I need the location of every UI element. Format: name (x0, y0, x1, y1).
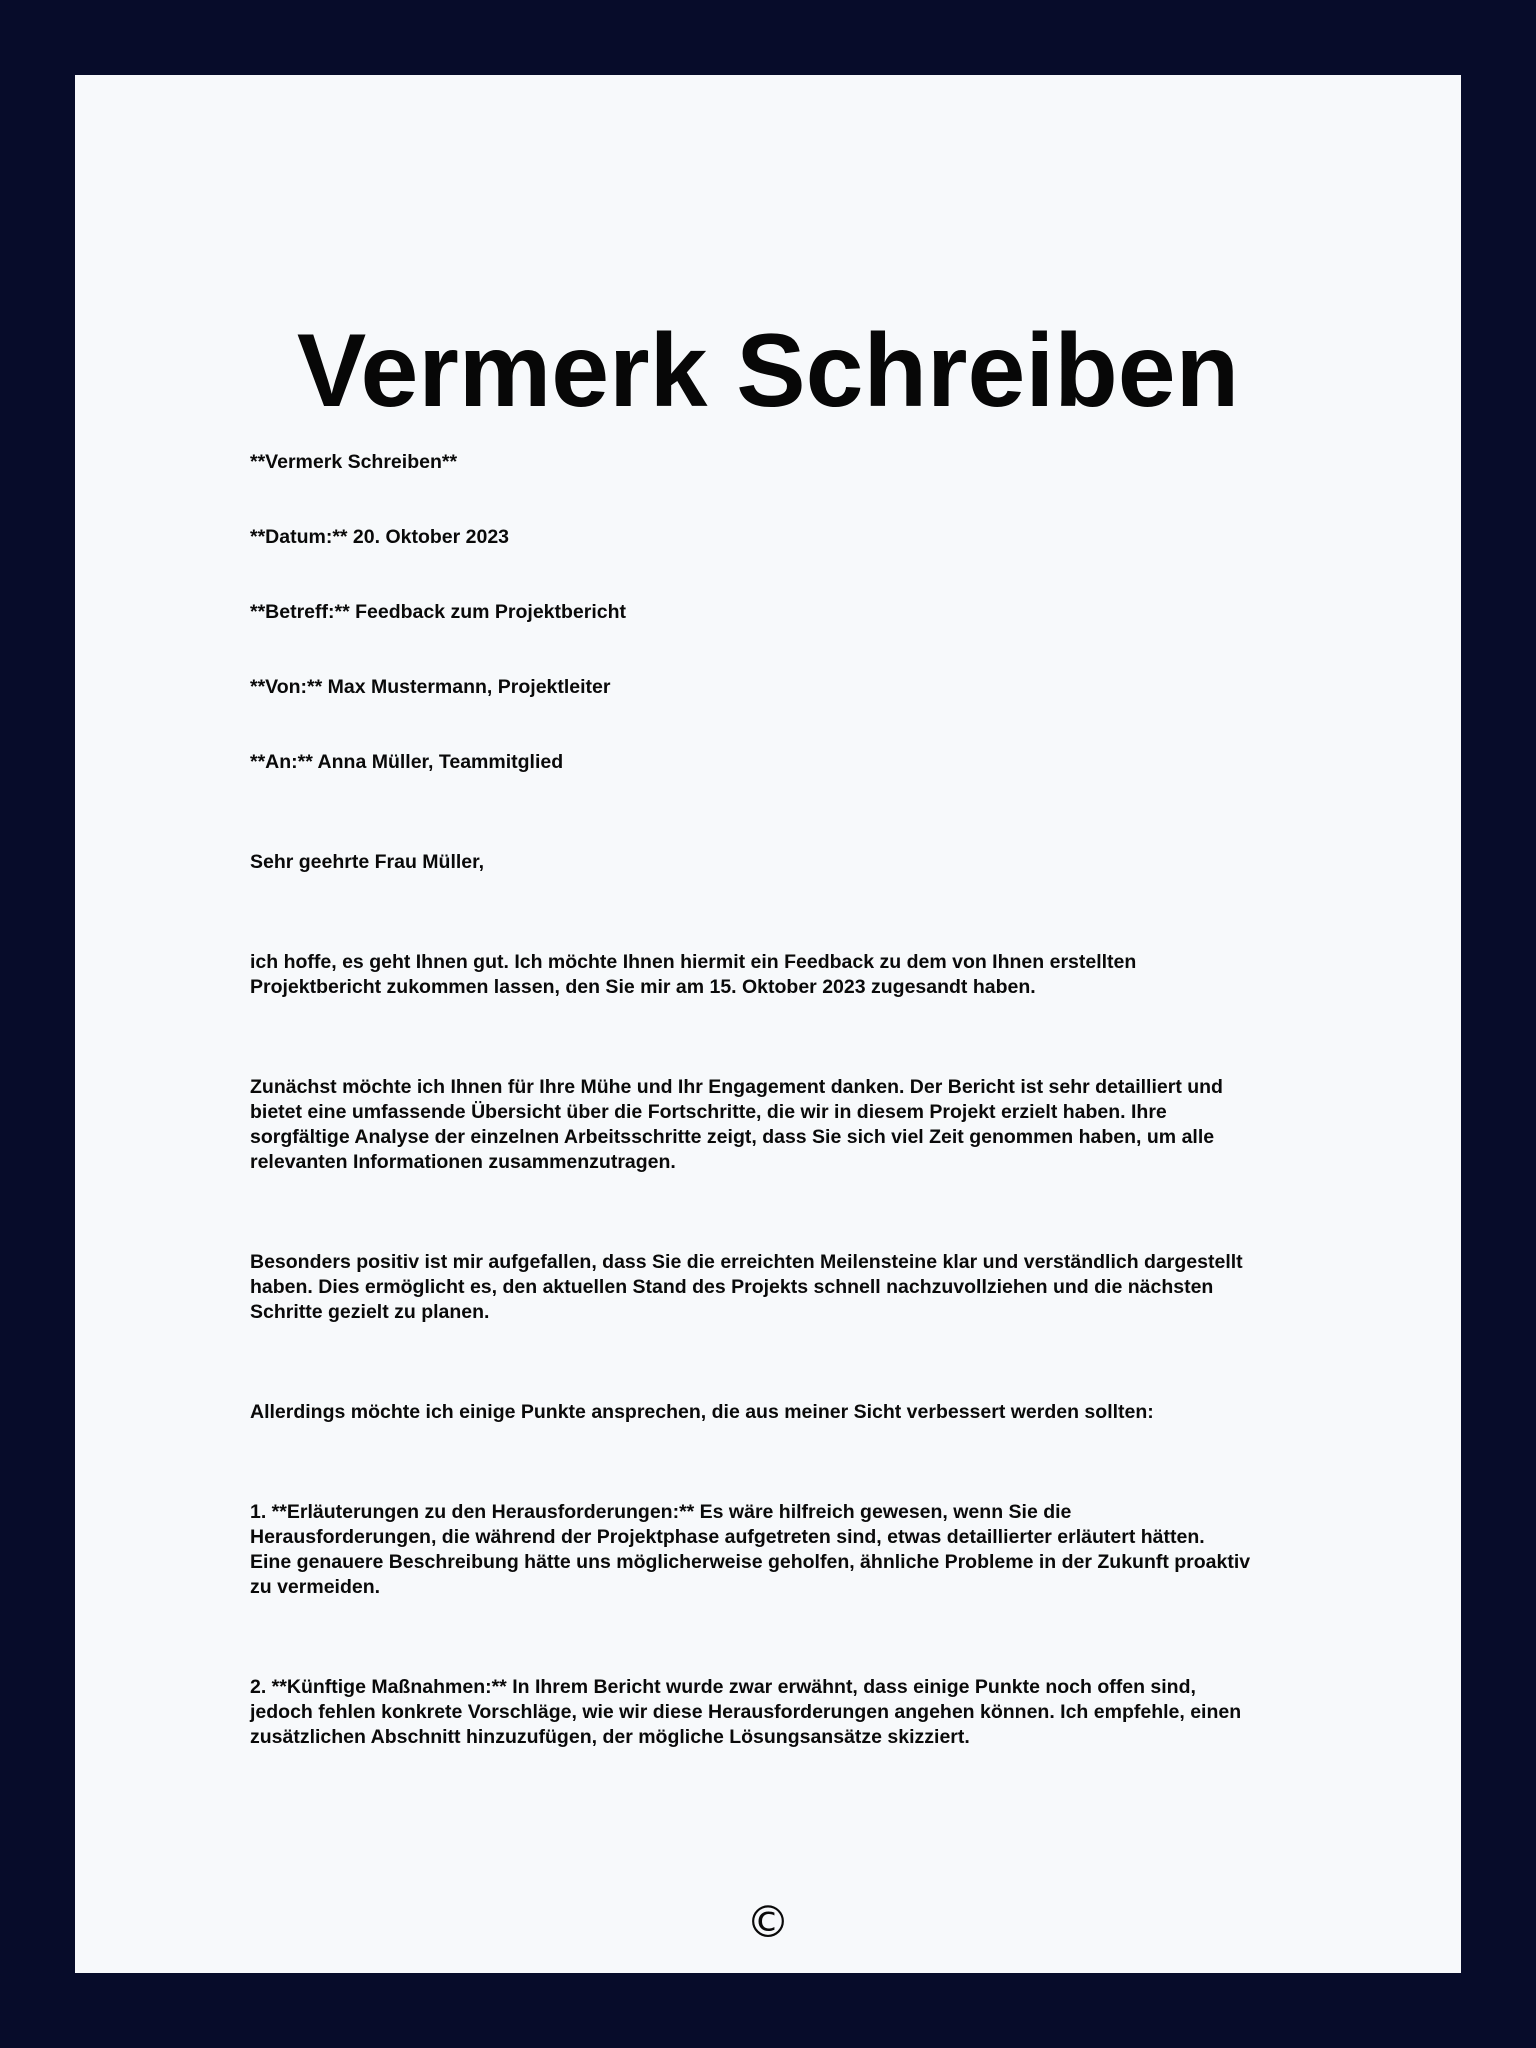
paragraph-line: haben. Dies ermöglicht es, den aktuellen Stand des Projekts schnell nachzuvollziehen und die nächsten (250, 1276, 1214, 1298)
header-line-subject: **Betreff:** Feedback zum Projektbericht (250, 601, 627, 623)
paragraph-line: relevanten Informationen zusammenzutragen. (250, 1151, 676, 1173)
paragraph-line: sorgfältige Analyse der einzelnen Arbeitsschritte zeigt, dass Sie sich viel Zeit genommen haben, um alle (250, 1126, 1215, 1148)
paragraph-line: Zunächst möchte ich Ihnen für Ihre Mühe und Ihr Engagement danken. Der Bericht ist sehr detailliert und (250, 1076, 1223, 1098)
header-line-date: **Datum:** 20. Oktober 2023 (250, 526, 510, 548)
copyright-icon: © (746, 1897, 790, 1948)
document-title: Vermerk Schreiben (296, 313, 1240, 429)
paragraph-line: Schritte gezielt zu planen. (250, 1301, 490, 1323)
header-line-from: **Von:** Max Mustermann, Projektleiter (250, 676, 611, 698)
paragraph-line: ich hoffe, es geht Ihnen gut. Ich möchte Ihnen hiermit ein Feedback zu dem von Ihnen erstellten (250, 951, 1137, 973)
paragraph-line: zusätzlichen Abschnitt hinzuzufügen, der mögliche Lösungsansätze skizziert. (250, 1726, 970, 1748)
header-line-to: **An:** Anna Müller, Teammitglied (250, 751, 564, 773)
salutation: Sehr geehrte Frau Müller, (250, 851, 485, 873)
paragraph-line: jedoch fehlen konkrete Vorschläge, wie wir diese Herausforderungen angehen können. Ich empfehle, einen (250, 1701, 1242, 1723)
paragraph-line: Eine genauere Beschreibung hätte uns möglicherweise geholfen, ähnliche Probleme in der Zukunft proaktiv (250, 1551, 1251, 1573)
header-line-heading: **Vermerk Schreiben** (250, 451, 458, 473)
paragraph-line: Herausforderungen, die während der Projektphase aufgetreten sind, etwas detaillierter erläutert hätten. (250, 1526, 1205, 1548)
paragraph-line: 2. **Künftige Maßnahmen:** In Ihrem Bericht wurde zwar erwähnt, dass einige Punkte noch offen sind, (250, 1676, 1196, 1698)
paragraph-line: Allerdings möchte ich einige Punkte ansprechen, die aus meiner Sicht verbessert werden sollten: (250, 1401, 1154, 1423)
paragraph-line: 1. **Erläuterungen zu den Herausforderungen:** Es wäre hilfreich gewesen, wenn Sie die (250, 1501, 1072, 1523)
document-page (75, 75, 1461, 1973)
paragraph-line: zu vermeiden. (250, 1576, 381, 1598)
paragraph-line: bietet eine umfassende Übersicht über die Fortschritte, die wir in diesem Projekt erzielt haben. Ihre (250, 1101, 1167, 1123)
paragraph-line: Projektbericht zukommen lassen, den Sie mir am 15. Oktober 2023 zugesandt haben. (250, 976, 1036, 998)
paragraph-line: Besonders positiv ist mir aufgefallen, dass Sie die erreichten Meilensteine klar und verständlich dargestellt (250, 1251, 1243, 1273)
